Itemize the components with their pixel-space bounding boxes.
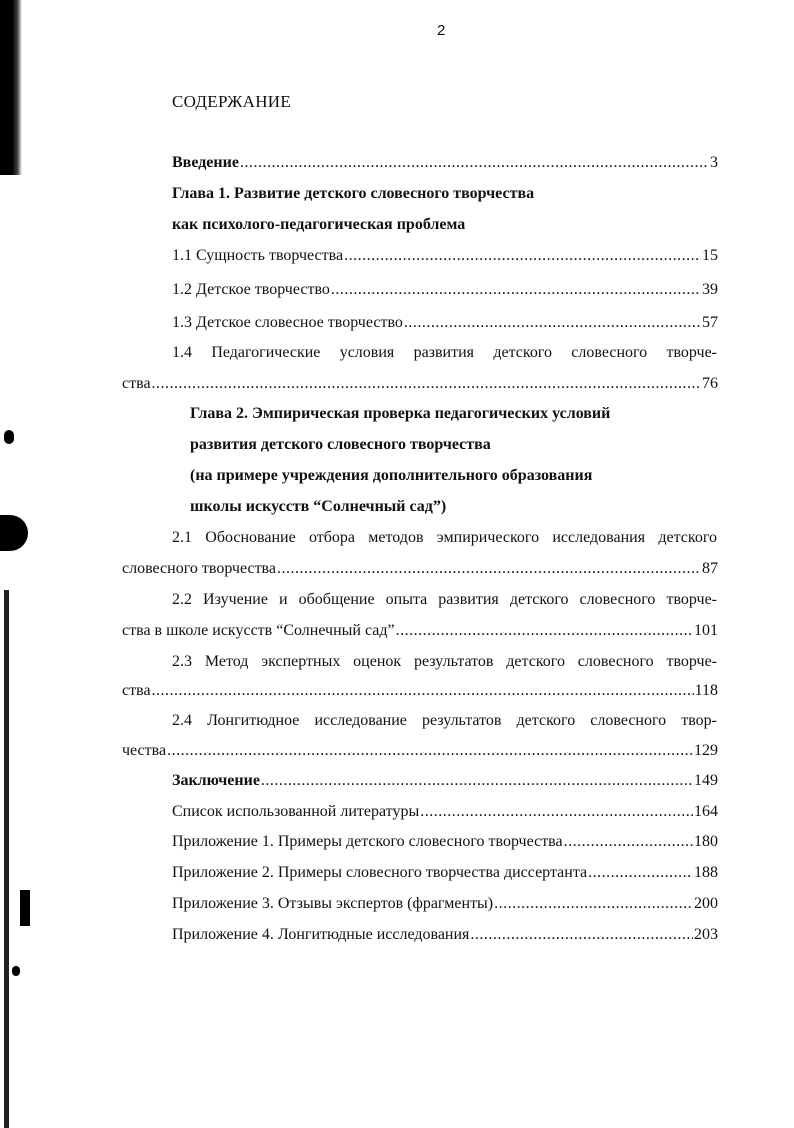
- toc-page: 15: [702, 247, 718, 264]
- dot-leader: [494, 894, 693, 914]
- toc-label: ства: [122, 682, 151, 699]
- dot-leader: [331, 280, 701, 300]
- toc-section-2-4-cont[interactable]: [122, 741, 718, 761]
- scan-artifact-bar: [20, 890, 30, 926]
- toc-page: 87: [702, 560, 718, 577]
- toc-section-2-2-cont[interactable]: [122, 621, 718, 641]
- toc-label: Приложение 2. Примеры словесного творчества диссертанта: [172, 864, 588, 881]
- toc-page: 149: [694, 772, 718, 789]
- dot-leader: [470, 925, 693, 945]
- dot-leader: [344, 246, 701, 266]
- toc-section-2-2-line1[interactable]: 2.2 Изучение и обобщение опыта развития детского словесного творче-: [172, 591, 717, 608]
- toc-page: 200: [694, 895, 718, 912]
- toc-page: 129: [694, 742, 718, 759]
- dot-leader: [152, 681, 694, 701]
- toc-page: 3: [710, 154, 718, 171]
- toc-label: 1.2 Детское творчество: [172, 281, 330, 298]
- dot-leader: [396, 621, 693, 641]
- dot-leader: [277, 559, 701, 579]
- toc-page: 180: [694, 833, 718, 850]
- toc-section-2-3-line1[interactable]: 2.3 Метод экспертных оценок результатов детского словесного творче-: [172, 653, 717, 670]
- toc-label: 1.3 Детское словесное творчество: [172, 314, 403, 331]
- toc-section-1-4-line1[interactable]: 1.4 Педагогические условия развития детского словесного творче-: [172, 344, 717, 361]
- toc-page: 76: [702, 375, 718, 392]
- dot-leader: [420, 802, 693, 822]
- chapter1-heading-line1: Глава 1. Развитие детского словесного творчества: [172, 185, 535, 202]
- scan-artifact-line: [4, 590, 9, 1128]
- toc-label: 1.1 Сущность творчества: [172, 247, 344, 264]
- toc-section-2-1-cont[interactable]: [122, 559, 718, 579]
- toc-page: 39: [702, 281, 718, 298]
- dot-leader: [261, 771, 693, 791]
- toc-appendix-1[interactable]: [172, 832, 718, 852]
- toc-intro[interactable]: [172, 153, 718, 173]
- toc-appendix-4[interactable]: [172, 925, 718, 945]
- toc-bibliography[interactable]: [172, 802, 718, 822]
- chapter1-heading-line2: как психолого-педагогическая проблема: [172, 216, 466, 233]
- toc-label: Приложение 4. Лонгитюдные исследования: [172, 926, 470, 943]
- dot-leader: [404, 313, 701, 333]
- toc-label: словесного творчества: [122, 560, 276, 577]
- dot-leader: [564, 832, 693, 852]
- scan-artifact-dot: [4, 430, 14, 444]
- toc-conclusion[interactable]: [172, 771, 718, 791]
- toc-section-1-2[interactable]: [172, 280, 718, 300]
- toc-label: Приложение 3. Отзывы экспертов (фрагменты): [172, 895, 494, 912]
- toc-section-2-3-cont[interactable]: [122, 681, 718, 701]
- toc-page: 203: [694, 926, 718, 943]
- toc-page: 118: [694, 682, 718, 699]
- toc-page: 57: [702, 314, 718, 331]
- toc-appendix-3[interactable]: [172, 894, 718, 914]
- toc-section-1-3[interactable]: [172, 313, 718, 333]
- page-title: СОДЕРЖАНИЕ: [172, 92, 292, 111]
- toc-appendix-2[interactable]: [172, 863, 718, 883]
- dot-leader: [240, 153, 709, 173]
- toc-label: Список использованной литературы: [172, 803, 420, 820]
- toc-label: чества: [122, 742, 167, 759]
- toc-label: ства: [122, 375, 151, 392]
- toc-label: Приложение 1. Примеры детского словесного творчества: [172, 833, 563, 850]
- dot-leader: [588, 863, 693, 883]
- chapter2-heading-line1: Глава 2. Эмпирическая проверка педагогических условий: [190, 405, 611, 422]
- dot-leader: [167, 741, 693, 761]
- toc-section-2-4-line1[interactable]: 2.4 Лонгитюдное исследование результатов детского словесного твор-: [172, 712, 717, 729]
- toc-section-1-1[interactable]: [172, 246, 718, 266]
- chapter2-heading-line4: школы искусств “Солнечный сад”): [190, 498, 447, 515]
- scan-artifact-dot2: [12, 966, 20, 976]
- dot-leader: [152, 374, 701, 394]
- toc-section-2-1-line1[interactable]: 2.1 Обоснование отбора методов эмпирического исследования детского: [172, 529, 717, 546]
- toc-label: ства в школе искусств “Солнечный сад”: [122, 622, 395, 639]
- page-number: 2: [437, 22, 446, 39]
- scan-artifact-blob: [0, 515, 28, 551]
- toc-label: Заключение: [172, 772, 260, 789]
- toc-page: 101: [694, 622, 718, 639]
- toc-page: 188: [694, 864, 718, 881]
- chapter2-heading-line3: (на примере учреждения дополнительного образования: [190, 467, 593, 484]
- toc-section-1-4-cont[interactable]: [122, 374, 718, 394]
- scan-artifact-top: [0, 0, 22, 175]
- toc-label: Введение: [172, 154, 239, 171]
- toc-page: 164: [694, 803, 718, 820]
- chapter2-heading-line2: развития детского словесного творчества: [190, 436, 491, 453]
